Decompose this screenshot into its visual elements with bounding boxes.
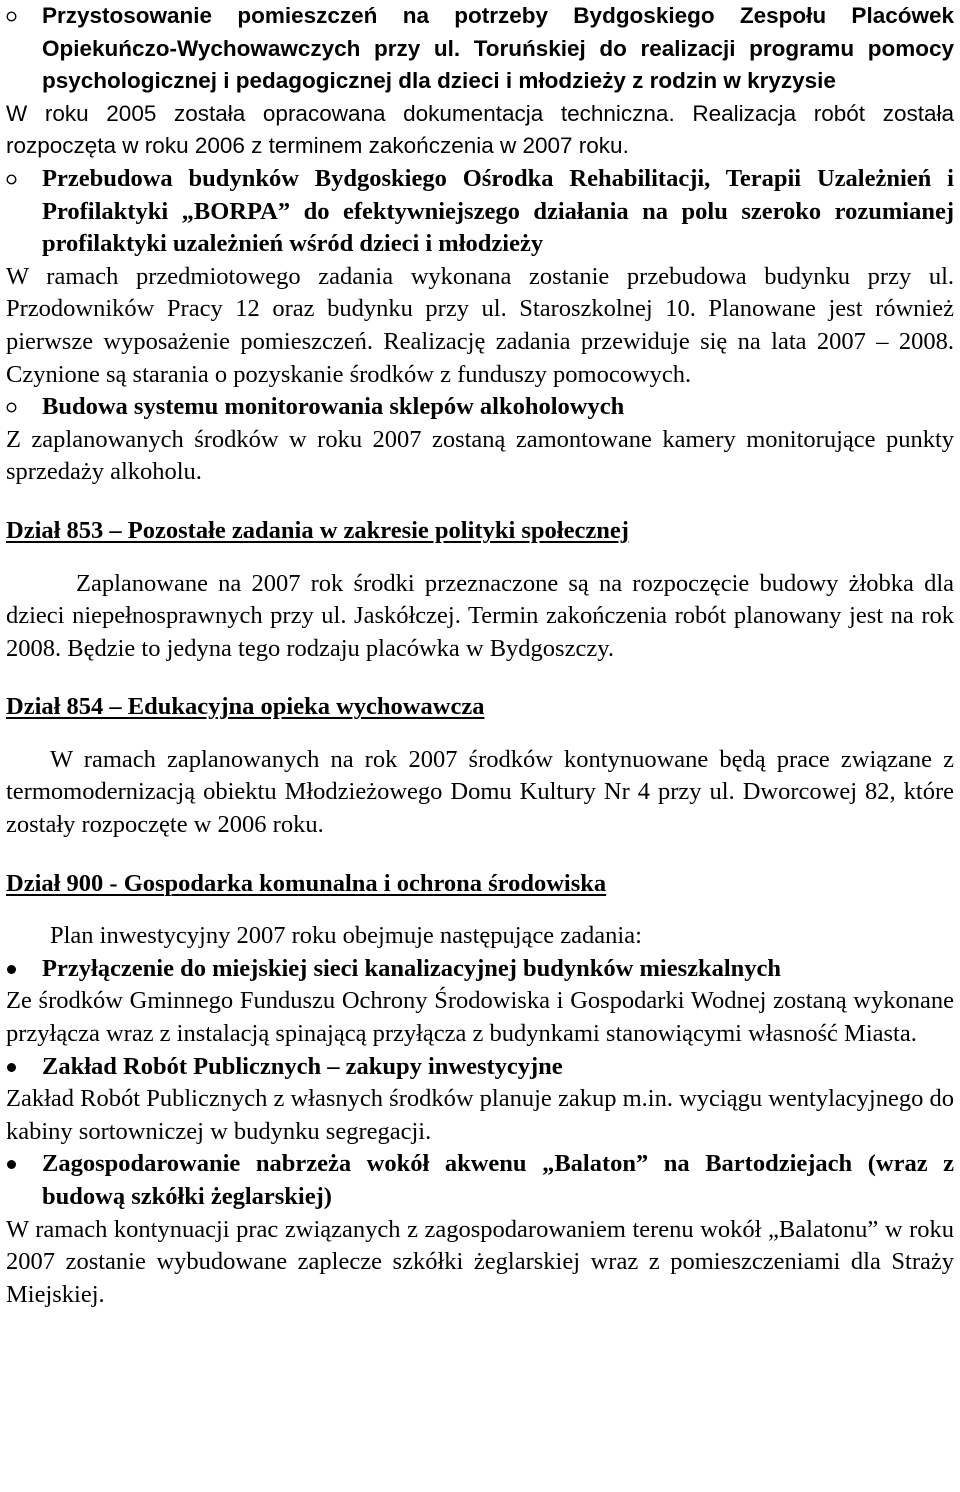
section-intro-900: Plan inwestycyjny 2007 roku obejmuje następujące zadania: [50,922,642,950]
item-body: Z zaplanowanych środków w roku 2007 zostaną zamontowane kamery monitorujące punkty sprzedaży alkoholu. [6,425,954,486]
spacer [6,548,954,568]
item-body: W roku 2005 została opracowana dokumentacja techniczna. Realizacja robót została rozpoczęta w roku 2006 z terminem zakończenia w 2007 roku. [6,100,954,159]
spacer [6,900,954,920]
section-body-853: Zaplanowane na 2007 rok środki przeznaczone są na rozpoczęcie budowy żłobka dla dzieci niepełnosprawnych przy ul. Jaskółczej. Termin zakończenia robót planowany jest na rok 2008. Będzie to jedyna tego rodzaju placówka w Bydgoszczy. [6,569,954,662]
item-title: Przyłączenie do miejskiej sieci kanalizacyjnej budynków mieszkalnych [42,954,782,982]
spacer [6,724,954,744]
bullet-item-kanalizacja-title [6,953,954,986]
item-title: Zagospodarowanie nabrzeża wokół akwenu „Balaton” na Bartodziejach (wraz z budową szkółki żeglarskiej) [42,1150,954,1210]
item-body: Ze środków Gminnego Funduszu Ochrony Środowiska i Gospodarki Wodnej zostaną wykonane przyłącza wraz z instalacją spinającą przyłącza z budynkami stanowiącymi własność Miasta. [6,987,954,1048]
bullet-item-placowki-title [6,0,954,98]
item-body: Zakład Robót Publicznych z własnych środków planuje zakup m.in. wyciągu wentylacyjnego do kabiny sortowniczej w budynku segregacji. [6,1085,954,1145]
section-heading-900: Dział 900 - Gospodarka komunalna i ochrona środowiska [6,869,607,897]
spacer [6,842,954,868]
bullet-icon [6,391,42,423]
bullet-item-zrp-title [6,1051,954,1084]
bullet-item-balaton-title [6,1148,954,1213]
spacer [6,489,954,515]
section-heading-853: Dział 853 – Pozostałe zadania w zakresie polityki społecznej [6,516,629,544]
bullet-item-monitoring-title [6,391,954,424]
section-heading-854: Dział 854 – Edukacyjna opieka wychowawcza [6,693,485,721]
bullet-icon [6,0,42,32]
item-body: W ramach przedmiotowego zadania wykonana zostanie przebudowa budynku przy ul. Przodowników Pracy 12 oraz budynku przy ul. Staroszkolnej 10. Planowane jest również pierwsze wyposażenie pomieszczeń. Realizację zadania przewiduje się na lata 2007 – 2008. Czynione są starania o pozyskanie środków z funduszy pomocowych. [6,262,954,388]
item-title: Budowa systemu monitorowania sklepów alkoholowych [42,393,625,421]
bullet-icon [6,1051,42,1083]
bullet-icon [6,163,42,195]
bullet-icon [6,1148,42,1180]
bullet-item-borpa-title [6,163,954,261]
item-body: W ramach kontynuacji prac związanych z zagospodarowaniem terenu wokół „Balatonu” w roku 2007 zostanie wybudowane zaplecze szkółki żeglarskiej wraz z pomieszczeniami dla Straży Miejskiej. [6,1215,954,1308]
item-title: Zakład Robót Publicznych – zakupy inwestycyjne [42,1052,563,1080]
item-title: Przebudowa budynków Bydgoskiego Ośrodka Rehabilitacji, Terapii Uzależnień i Profilaktyki „BORPA” do efektywniejszego działania na polu szeroko rozumianej profilaktyki uzależnień wśród dzieci i młodzieży [42,164,954,258]
bullet-icon [6,953,42,985]
item-title: Przystosowanie pomieszczeń na potrzeby Bydgoskiego Zespołu Placówek Opiekuńczo-Wychowawczych przy ul. Toruńskiej do realizacji programu pomocy psychologicznej i pedagogicznej dla dzieci i młodzieży z rodzin w kryzysie [42,3,954,94]
section-body-854: W ramach zaplanowanych na rok 2007 środków kontynuowane będą prace związane z termomodernizacją obiektu Młodzieżowego Domu Kultury Nr 4 przy ul. Dworcowej 82, które zostały rozpoczęte w 2006 roku. [6,745,954,839]
spacer [6,665,954,691]
